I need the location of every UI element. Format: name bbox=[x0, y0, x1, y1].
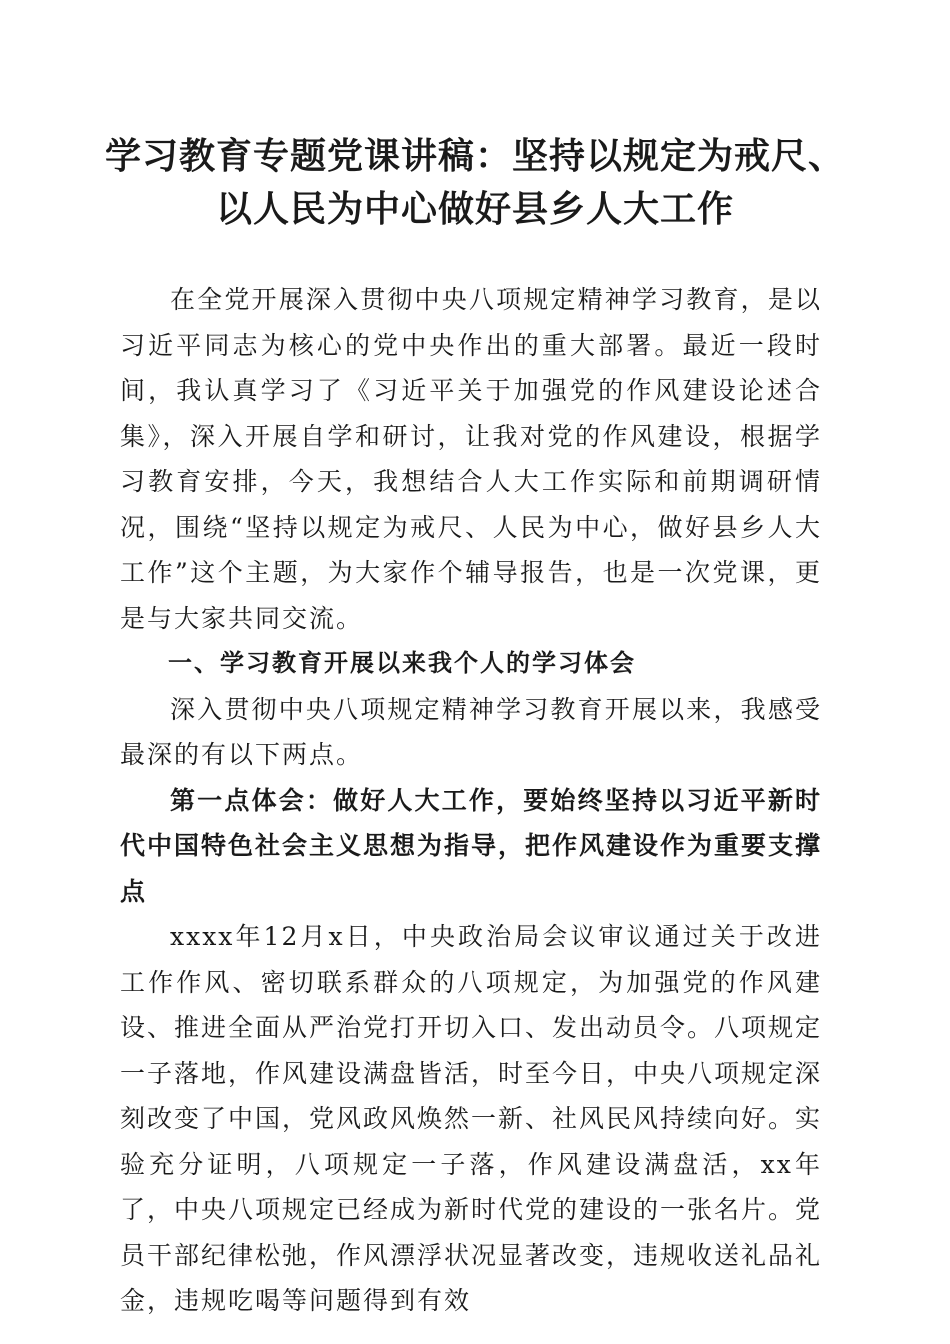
point-1-heading: 第一点体会：做好人大工作，要始终坚持以习近平新时代中国特色社会主义思想为指导，把作风建设作为重要支撑点 bbox=[120, 785, 823, 906]
document-body bbox=[120, 277, 822, 1324]
section-1-heading: 一、学习教育开展以来我个人的学习体会 bbox=[168, 649, 636, 677]
intro-paragraph: 在全党开展深入贯彻中央八项规定精神学习教育，是以习近平同志为核心的党中央作出的重大部署。最近一段时间，我认真学习了《习近平关于加强党的作风建设论述合集》，深入开展自学和研讨，让我对党的作风建设，根据学习教育安排，今天，我想结合人大工作实际和前期调研情况，围绕“坚持以规定为戒尺、人民为中心，做好县乡人大工作”这个主题，为大家作个辅导报告，也是一次党课，更是与大家共同交流。 bbox=[120, 285, 822, 633]
document-title bbox=[100, 130, 850, 236]
title-line-2: 以人民为中心做好县乡人大工作 bbox=[215, 188, 734, 230]
point-1-body-paragraph: xxxx年12月x日，中央政治局会议审议通过关于改进工作作风、密切联系群众的八项规定，为加强党的作风建设、推进全面从严治党打开切入口、发出动员令。八项规定一子落地，作风建设满盘皆活，时至今日，中央八项规定深刻改变了中国，党风政风焕然一新、社风民风持续向好。实验充分证明，八项规定一子落，作风建设满盘活，xx年了，中央八项规定已经成为新时代党的建设的一张名片。党员干部纪律松弛，作风漂浮状况显著改变，违规收送礼品礼金，违规吃喝等问题得到有效 bbox=[120, 922, 823, 1315]
section-1-lead-paragraph: 深入贯彻中央八项规定精神学习教育开展以来，我感受最深的有以下两点。 bbox=[120, 694, 822, 769]
title-line-1: 学习教育专题党课讲稿：坚持以规定为戒尺、 bbox=[104, 135, 845, 177]
